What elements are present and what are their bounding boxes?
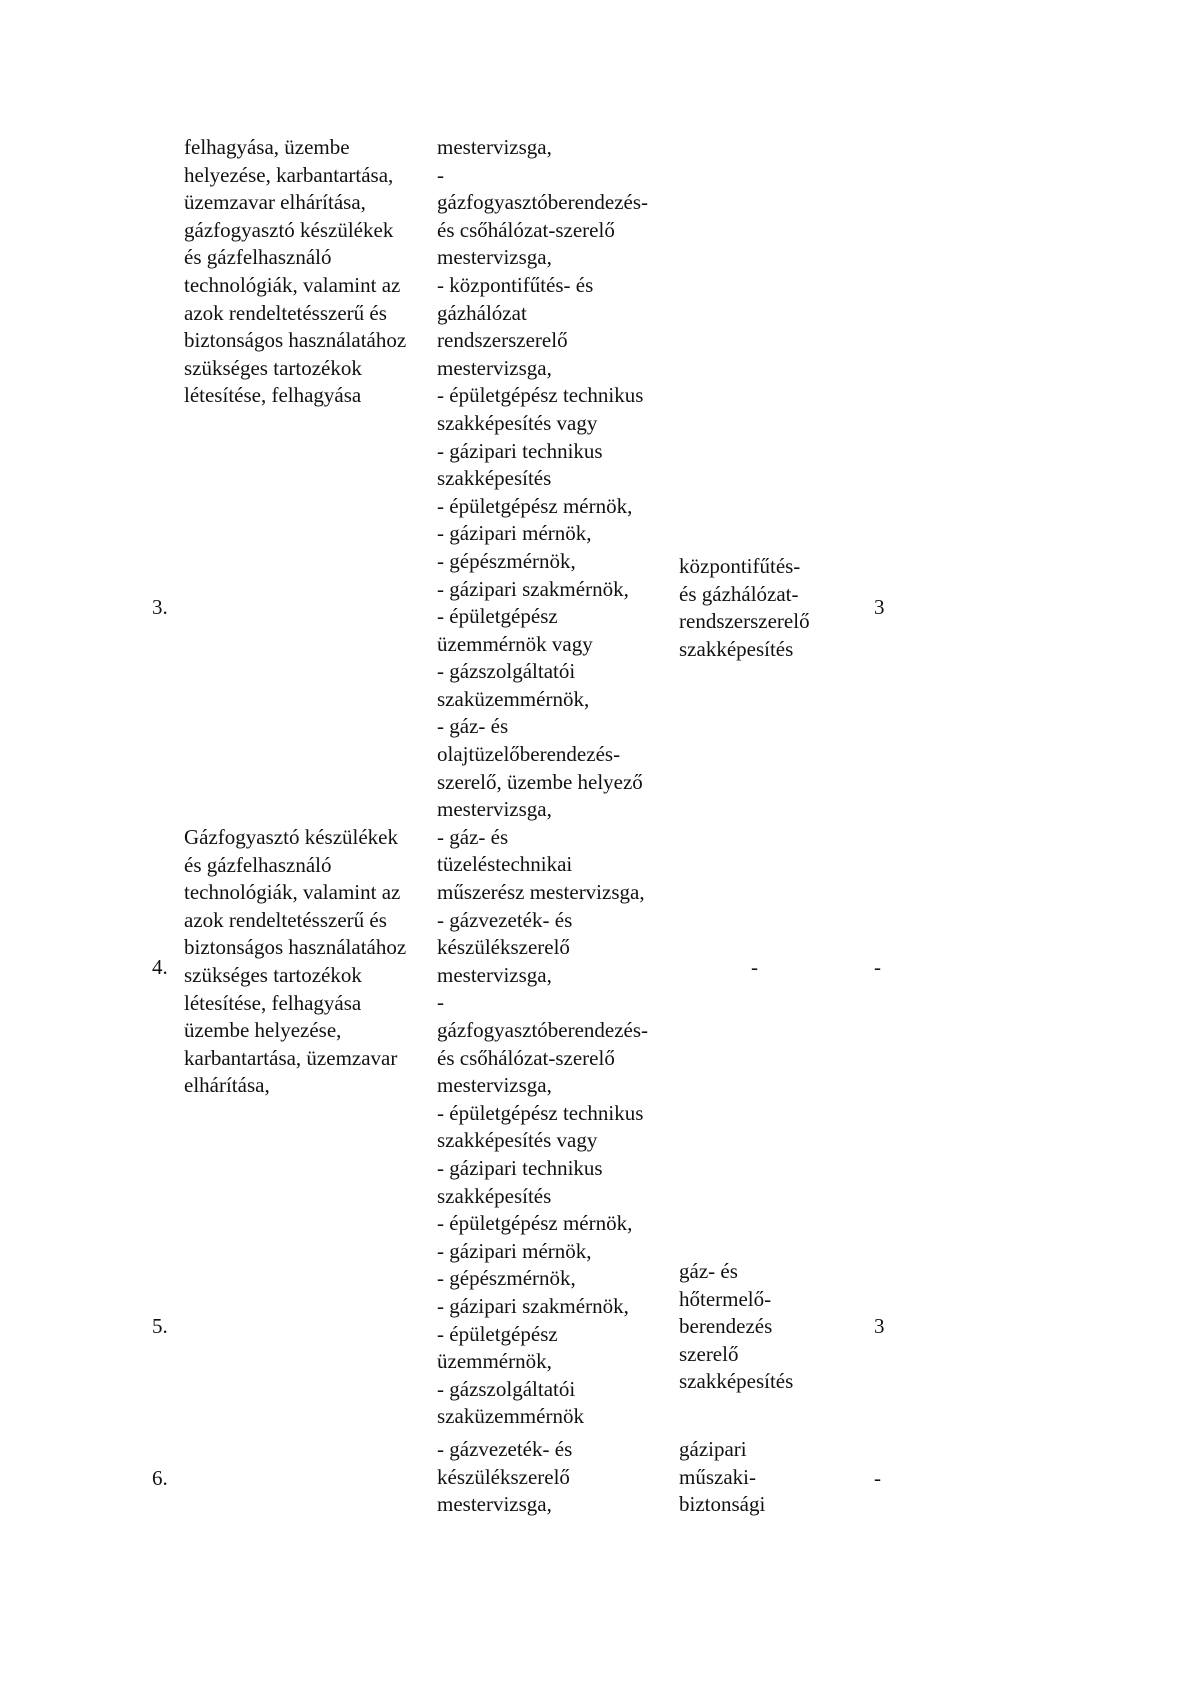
text-line: gázfogyasztóberendezés- [437, 1018, 649, 1042]
text-line: - gázszolgáltatói [437, 1376, 576, 1401]
text-line: mestervizsga, [437, 355, 552, 380]
text-line: szaküzemmérnök [437, 1404, 584, 1429]
text-line: - gázipari technikus [437, 1155, 603, 1180]
text-line: elhárítása, [184, 1073, 270, 1098]
text-line: szerelő, üzembe helyező [437, 769, 643, 794]
text-line: szakképesítés [679, 636, 794, 661]
row-4-number: 4. [152, 955, 168, 979]
text-line: azok rendeltetésszerű és [184, 907, 387, 932]
text-line: helyezése, karbantartása, [184, 162, 394, 187]
row-6-level: - [874, 1466, 881, 1490]
text-line: és gázfelhasználó [184, 245, 332, 270]
text-line: - épületgépész technikus [437, 1100, 644, 1125]
text-line: gázhálózat [437, 300, 527, 325]
text-line: gáz- és [679, 1259, 738, 1283]
row-3-level: 3 [874, 595, 885, 619]
text-line: - gázipari szakmérnök, [437, 576, 629, 601]
text-line: tüzeléstechnikai [437, 852, 573, 877]
text-line: és gázhálózat- [679, 581, 799, 606]
row-6-qualification [679, 1436, 765, 1519]
text-line: biztonságos használatához [184, 935, 407, 960]
text-line: - gázipari technikus [437, 438, 603, 463]
text-line: - gázipari mérnök, [437, 521, 592, 546]
text-line: - gázszolgáltatói [437, 659, 576, 684]
text-line: szaküzemmérnök, [437, 686, 590, 711]
text-line: - gázipari mérnök, [437, 1238, 592, 1263]
text-line: - épületgépész [437, 604, 558, 629]
text-line: szakképesítés [679, 1369, 794, 1394]
requirements-column [437, 134, 648, 1431]
text-line: szakképesítés [437, 466, 552, 491]
text-line: üzemzavar elhárítása, [184, 190, 366, 215]
row-2-description [184, 134, 406, 410]
text-line: műszaki- [679, 1464, 756, 1489]
text-line: - épületgépész technikus [437, 383, 644, 408]
text-line: központifűtés- [679, 554, 801, 578]
row-6-requirements [437, 1436, 572, 1519]
row-5-level: 3 [874, 1314, 885, 1338]
text-line: - épületgépész [437, 1321, 558, 1346]
text-line: mestervizsga, [437, 1492, 552, 1517]
text-line: - gázvezeték- és [437, 907, 573, 932]
text-line: üzemmérnök, [437, 1349, 552, 1374]
text-line: - gáz- és [437, 824, 509, 849]
text-line: szükséges tartozékok [184, 355, 362, 380]
text-line: gázfogyasztó készülékek [184, 217, 394, 242]
text-line: - gázipari szakmérnök, [437, 1293, 629, 1318]
text-line: Gázfogyasztó készülékek [184, 825, 398, 849]
text-line: technológiák, valamint az [184, 880, 401, 905]
text-line: mestervizsga, [437, 797, 552, 822]
text-line: biztonsági [679, 1492, 766, 1517]
row-4-level: - [874, 955, 881, 979]
text-line: olajtüzelőberendezés- [437, 742, 621, 767]
row-3-qualification [679, 553, 810, 663]
text-line: szakképesítés [437, 1183, 552, 1208]
text-line: létesítése, felhagyása [184, 990, 362, 1015]
text-line: üzembe helyezése, [184, 1018, 342, 1043]
text-line: mestervizsga, [437, 1073, 552, 1098]
text-line: szakképesítés vagy [437, 1128, 598, 1153]
text-line: - [437, 162, 444, 187]
row-6-number: 6. [152, 1466, 168, 1490]
text-line: és gázfelhasználó [184, 852, 332, 877]
text-line: készülékszerelő [437, 935, 570, 960]
row-5-qualification [679, 1258, 793, 1396]
text-line: létesítése, felhagyása [184, 383, 362, 408]
text-line: - [437, 990, 444, 1015]
text-line: szükséges tartozékok [184, 962, 362, 987]
text-line: - gépészmérnök, [437, 548, 576, 573]
row-4-description [184, 824, 406, 1100]
text-line: mestervizsga, [437, 135, 552, 159]
text-line: - gáz- és [437, 714, 509, 739]
text-line: rendszerszerelő [437, 328, 568, 353]
text-line: - épületgépész mérnök, [437, 493, 633, 518]
text-line: berendezés [679, 1314, 773, 1339]
text-line: - gázvezeték- és [437, 1437, 573, 1461]
text-line: felhagyása, üzembe [184, 135, 350, 159]
text-line: hőtermelő- [679, 1286, 772, 1311]
text-line: gázipari [679, 1437, 747, 1461]
text-line: és csőhálózat-szerelő [437, 1045, 615, 1070]
text-line: műszerész mestervizsga, [437, 880, 645, 905]
text-line: karbantartása, üzemzavar [184, 1045, 398, 1070]
text-line: - épületgépész mérnök, [437, 1211, 633, 1236]
text-line: mestervizsga, [437, 245, 552, 270]
text-line: azok rendeltetésszerű és [184, 300, 387, 325]
text-line: technológiák, valamint az [184, 272, 401, 297]
text-line: gázfogyasztóberendezés- [437, 190, 649, 215]
text-line: rendszerszerelő [679, 609, 810, 634]
text-line: üzemmérnök vagy [437, 631, 593, 656]
text-line: - gépészmérnök, [437, 1266, 576, 1291]
text-line: készülékszerelő [437, 1464, 570, 1489]
text-line: szakképesítés vagy [437, 410, 598, 435]
text-line: és csőhálózat-szerelő [437, 217, 615, 242]
text-line: szerelő [679, 1341, 739, 1366]
text-line: - központifűtés- és [437, 272, 594, 297]
text-line: biztonságos használatához [184, 328, 407, 353]
row-5-number: 5. [152, 1314, 168, 1338]
row-3-number: 3. [152, 595, 168, 619]
row-4-qualification: - [751, 955, 758, 979]
text-line: mestervizsga, [437, 962, 552, 987]
